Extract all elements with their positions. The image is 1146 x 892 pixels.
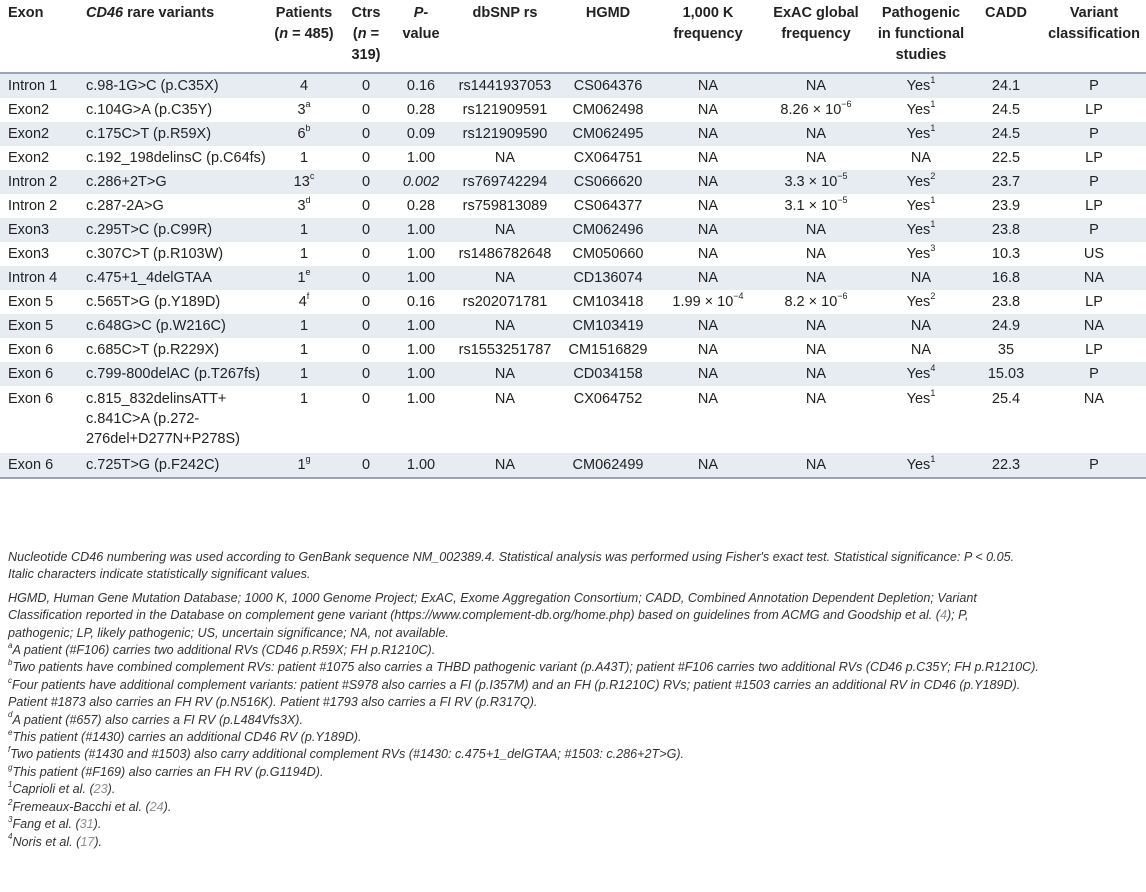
cell-hgmd: CX064752	[573, 391, 643, 407]
cell-ctrs: 0	[361, 246, 371, 262]
cell-exon: Exon 6	[8, 391, 54, 407]
cell-classification: P	[1089, 174, 1099, 190]
citation-link[interactable]: 23	[93, 782, 108, 797]
cell-pvalue: 1.00	[406, 246, 436, 262]
cell-dbsnp: rs1441937053	[458, 78, 552, 94]
table-row	[0, 98, 1146, 122]
cell-pvalue: 0.002	[402, 174, 440, 190]
cell-variant: c.475+1_4delGTAA	[86, 270, 212, 286]
cell-hgmd: CD136074	[573, 270, 643, 286]
cell-1000k: NA	[697, 342, 719, 358]
note-numbering: Nucleotide CD46 numbering was used according to GenBank sequence NM_002389.4. Statistical analysis was performed using Fisher's exact test. Statistical significance: P < 0.05. Italic characters indicate statistically significant values.	[8, 550, 1015, 582]
cell-cadd: 24.5	[991, 102, 1021, 118]
cell-dbsnp: NA	[494, 150, 516, 166]
cell-dbsnp: rs1486782648	[458, 246, 552, 262]
cell-hgmd: CD034158	[573, 366, 643, 382]
cell-exac: $8.2 \times 10^{-6}$	[784, 291, 848, 310]
cell-cadd: 22.5	[991, 150, 1021, 166]
cell-pvalue: 1.00	[406, 391, 436, 407]
cell-dbsnp: rs121909590	[462, 126, 548, 142]
cell-cadd: 23.7	[991, 174, 1021, 190]
cell-cadd: 15.03	[987, 366, 1025, 382]
cell-1000k: NA	[697, 78, 719, 94]
cell-patients: 3$^d$	[297, 195, 311, 214]
citation-link[interactable]: 31	[79, 817, 94, 832]
cell-pathogenic: NA	[910, 342, 932, 358]
table-row	[0, 122, 1146, 146]
table-row	[0, 73, 1146, 98]
cell-cadd: 35	[997, 342, 1015, 358]
cell-dbsnp: rs1553251787	[458, 342, 552, 358]
cell-classification: LP	[1085, 294, 1103, 310]
cell-patients: 4$^f$	[298, 291, 310, 310]
cell-dbsnp: rs202071781	[462, 294, 548, 310]
cell-exac: NA	[805, 150, 827, 166]
cell-pathogenic: Yes$^1$	[906, 99, 936, 118]
cell-ctrs: 0	[361, 198, 371, 214]
header-pvalue: P- value	[402, 5, 440, 42]
cell-pathogenic: Yes$^3$	[906, 243, 936, 262]
cell-1000k: NA	[697, 150, 719, 166]
cell-exac: NA	[805, 391, 827, 407]
header-classification: Variant classification	[1048, 5, 1140, 42]
cell-patients: 4	[299, 78, 309, 94]
cell-1000k: NA	[697, 222, 719, 238]
cell-pathogenic: NA	[910, 150, 932, 166]
cell-pvalue: 0.28	[406, 198, 436, 214]
header-pathogenic: Pathogenic in functional studies	[877, 5, 965, 63]
cell-1000k: NA	[697, 366, 719, 382]
cell-cadd: 22.3	[991, 457, 1021, 473]
reference-4: $^4$Noris et al. (17).	[8, 832, 103, 849]
cell-variant: c.287-2A>G	[86, 198, 164, 214]
cell-exac: NA	[805, 342, 827, 358]
cell-exac: NA	[805, 366, 827, 382]
cell-pvalue: 1.00	[406, 457, 436, 473]
cell-variant: c.685C>T (p.R229X)	[86, 342, 220, 358]
cell-cadd: 24.9	[991, 318, 1021, 334]
cell-classification: LP	[1085, 150, 1103, 166]
cell-variant: c.307C>T (p.R103W)	[86, 246, 224, 262]
header-patients: Patients (n = 485)	[274, 5, 334, 42]
cell-1000k: NA	[697, 391, 719, 407]
cell-exon: Intron 2	[8, 174, 58, 190]
cell-1000k: NA	[697, 318, 719, 334]
cell-patients: 6$^b$	[297, 123, 311, 142]
cell-variant: c.98-1G>C (p.C35X)	[86, 78, 219, 94]
header-exac: ExAC global frequency	[773, 5, 859, 42]
reference-2: $^2$Fremeaux-Bacchi et al. (24).	[8, 797, 172, 814]
cell-classification: NA	[1083, 270, 1105, 286]
cell-exon: Exon 6	[8, 366, 54, 382]
cell-pathogenic: Yes$^1$	[906, 195, 936, 214]
cell-classification: NA	[1083, 391, 1105, 407]
table-row	[0, 266, 1146, 290]
header-dbsnp: dbSNP rs	[472, 5, 538, 21]
cell-exon: Exon2	[8, 102, 50, 118]
cell-ctrs: 0	[361, 294, 371, 310]
cell-classification: P	[1089, 222, 1099, 238]
table-row	[0, 453, 1146, 478]
cell-classification: P	[1089, 78, 1099, 94]
cell-classification: P	[1089, 457, 1099, 473]
cell-pvalue: 1.00	[406, 222, 436, 238]
cell-dbsnp: NA	[494, 318, 516, 334]
cell-cadd: 24.1	[991, 78, 1021, 94]
footnote-c: $^c$Four patients have additional complement variants: patient #S978 also carries a FI (p.I357M) and an FH (p.R1210C) RVs; patient #1503 carries an additional RV in CD46 (p.Y189D). Patient #1873 also carries an FH RV (p.N516K). Patient #1793 also carries a FI RV (p.R317Q).	[8, 675, 1021, 710]
cell-pathogenic: Yes$^1$	[906, 454, 936, 473]
cell-cadd: 23.9	[991, 198, 1021, 214]
cell-hgmd: CM1516829	[568, 342, 648, 358]
cell-1000k: NA	[697, 270, 719, 286]
cell-patients: 1	[299, 222, 309, 238]
cell-dbsnp: rs759813089	[462, 198, 548, 214]
header-ctrs: Ctrs (n = 319)	[351, 5, 381, 63]
cell-patients: 1e	[297, 267, 311, 286]
header-variants: CD46 rare variants	[86, 5, 215, 21]
cell-cadd: 16.8	[991, 270, 1021, 286]
cell-variant: c.104G>A (p.C35Y)	[86, 102, 213, 118]
cell-variant: c.175C>T (p.R59X)	[86, 126, 212, 142]
cell-hgmd: CM062496	[572, 222, 644, 238]
cell-pathogenic: Yes$^1$	[906, 123, 936, 142]
cell-exon: Exon2	[8, 126, 50, 142]
cell-exon: Exon3	[8, 246, 50, 262]
cell-pvalue: 1.00	[406, 150, 436, 166]
cell-ctrs: 0	[361, 78, 371, 94]
citation-link[interactable]: 24	[149, 799, 164, 814]
table-header-row	[0, 0, 1146, 73]
cell-dbsnp: rs769742294	[462, 174, 548, 190]
cell-pvalue: 1.00	[406, 270, 436, 286]
table-body	[0, 73, 1146, 478]
cell-pvalue: 1.00	[406, 366, 436, 382]
cell-patients: 3$^a$	[297, 99, 311, 118]
cell-exac: $8.26 \times 10^{-6}$	[780, 99, 852, 118]
footnote-e: $^e$This patient (#1430) carries an additional CD46 RV (p.Y189D).	[8, 727, 362, 745]
cell-pathogenic: NA	[910, 270, 932, 286]
cell-hgmd: CM103418	[572, 294, 644, 310]
cell-exon: Exon2	[8, 150, 50, 166]
cell-pvalue: 1.00	[406, 342, 436, 358]
cell-exac: NA	[805, 457, 827, 473]
cell-classification: LP	[1085, 342, 1103, 358]
footnote-a: $^a$A patient (#F106) carries two additional RVs (CD46 p.R59X; FH p.R1210C).	[8, 640, 436, 658]
footnote-d: $^d$A patient (#657) also carries a FI RV (p.L484Vfs3X).	[8, 710, 303, 727]
header-cadd: CADD	[985, 5, 1027, 21]
header-hgmd: HGMD	[585, 5, 631, 21]
cell-variant: c.192_198delinsC (p.C64fs)	[86, 150, 266, 166]
cell-pvalue: 0.28	[406, 102, 436, 118]
footnote-b: $^b$Two patients have combined complement RVs: patient #1075 also carries a THBD pathogenic variant (p.A43T); patient #F106 carries two additional RVs (CD46 p.C35Y; FH p.R1210C).	[8, 658, 1039, 675]
table-footnotes	[8, 549, 1140, 851]
cell-ctrs: 0	[361, 391, 371, 407]
footnote-g: $^g$This patient (#F169) also carries an FH RV (p.G1194D).	[8, 762, 324, 779]
cell-exac: NA	[805, 318, 827, 334]
cell-ctrs: 0	[361, 222, 371, 238]
cell-ctrs: 0	[361, 270, 371, 286]
cell-classification: P	[1089, 126, 1099, 142]
cell-hgmd: CS066620	[573, 174, 643, 190]
table-row	[0, 386, 1146, 453]
cell-exon: Exon 5	[8, 318, 54, 334]
cell-1000k: NA	[697, 198, 719, 214]
cell-classification: P	[1089, 366, 1099, 382]
cell-dbsnp: rs121909591	[462, 102, 548, 118]
cell-pvalue: 0.16	[406, 78, 436, 94]
cell-hgmd: CS064376	[573, 78, 643, 94]
cell-pathogenic: Yes$^1$	[906, 388, 936, 407]
cell-exon: Intron 4	[8, 270, 58, 286]
cell-1000k: $1.99 \times 10^{-4}$	[672, 291, 744, 310]
cell-cadd: 23.8	[991, 222, 1021, 238]
cell-exac: NA	[805, 78, 827, 94]
citation-link[interactable]: 17	[80, 834, 95, 849]
cell-variant: c.295T>C (p.C99R)	[86, 222, 213, 238]
cell-exon: Exon3	[8, 222, 50, 238]
cell-hgmd: CM062495	[572, 126, 644, 142]
cell-exac: $3.3 \times 10^{-5}$	[784, 171, 848, 190]
cell-variant: c.565T>G (p.Y189D)	[86, 294, 221, 310]
cell-hgmd: CX064751	[573, 150, 643, 166]
cell-hgmd: CM062498	[572, 102, 644, 118]
cell-cadd: 25.4	[991, 391, 1021, 407]
cell-exac: NA	[805, 246, 827, 262]
cell-variant: c.648G>C (p.W216C)	[86, 318, 226, 334]
cell-classification: LP	[1085, 102, 1103, 118]
table-row	[0, 314, 1146, 338]
cell-patients: 1$^g$	[297, 454, 311, 473]
cell-exac: $3.1 \times 10^{-5}$	[784, 195, 848, 214]
cell-pvalue: 1.00	[406, 318, 436, 334]
cell-1000k: NA	[697, 174, 719, 190]
cell-variant: c.799-800delAC (p.T267fs)	[86, 366, 261, 382]
cell-exon: Intron 1	[8, 78, 58, 94]
cell-classification: US	[1083, 246, 1105, 262]
cell-variant: c.815_832delinsATT+ c.841C>A (p.272- 276del+D277N+P278S)	[86, 391, 240, 447]
cell-classification: LP	[1085, 198, 1103, 214]
cell-patients: 1	[299, 342, 309, 358]
cell-pathogenic: Yes$^1$	[906, 75, 936, 94]
cell-ctrs: 0	[361, 102, 371, 118]
cell-cadd: 23.8	[991, 294, 1021, 310]
cell-1000k: NA	[697, 457, 719, 473]
cell-cadd: 10.3	[991, 246, 1021, 262]
cell-exon: Intron 2	[8, 198, 58, 214]
table-row	[0, 146, 1146, 170]
cell-hgmd: CS064377	[573, 198, 643, 214]
table-row	[0, 218, 1146, 242]
cell-hgmd: CM062499	[572, 457, 644, 473]
cell-pathogenic: Yes$^4$	[906, 363, 936, 382]
cell-1000k: NA	[697, 102, 719, 118]
cell-classification: NA	[1083, 318, 1105, 334]
reference-1: $^1$Caprioli et al. (23).	[8, 780, 116, 797]
header-1000k: 1,000 K frequency	[673, 5, 743, 42]
cell-ctrs: 0	[361, 366, 371, 382]
table-row	[0, 242, 1146, 266]
cell-dbsnp: NA	[494, 222, 516, 238]
cell-pathogenic: Yes$^2$	[906, 171, 936, 190]
cell-hgmd: CM103419	[572, 318, 644, 334]
cell-hgmd: CM050660	[572, 246, 644, 262]
cell-exon: Exon 6	[8, 342, 54, 358]
cell-cadd: 24.5	[991, 126, 1021, 142]
cell-ctrs: 0	[361, 342, 371, 358]
cell-variant: c.286+2T>G	[86, 174, 167, 190]
cell-1000k: NA	[697, 126, 719, 142]
header-exon: Exon	[8, 5, 44, 21]
footnote-f: $^f$Two patients (#1430 and #1503) also carry additional complement RVs (#1430: c.475+1_delGTAA; #1503: c.286+2T>G).	[8, 745, 685, 762]
cell-pathogenic: Yes$^1$	[906, 219, 936, 238]
cell-exon: Exon 5	[8, 294, 54, 310]
cell-pathogenic: NA	[910, 318, 932, 334]
cell-patients: 1	[299, 318, 309, 334]
cell-dbsnp: NA	[494, 270, 516, 286]
cell-patients: 1	[299, 366, 309, 382]
cell-exac: NA	[805, 222, 827, 238]
cell-patients: 1	[299, 391, 309, 407]
table-row	[0, 338, 1146, 362]
cell-exac: NA	[805, 126, 827, 142]
cell-patients: 1	[299, 150, 309, 166]
table-row	[0, 170, 1146, 194]
table-row	[0, 194, 1146, 218]
cell-patients: 1	[299, 246, 309, 262]
cell-dbsnp: NA	[494, 457, 516, 473]
cell-pvalue: 0.09	[406, 126, 436, 142]
citation-link[interactable]: 4	[939, 608, 947, 623]
table-row	[0, 362, 1146, 386]
cell-pathogenic: Yes$^2$	[906, 291, 936, 310]
cell-ctrs: 0	[361, 457, 371, 473]
cell-ctrs: 0	[361, 126, 371, 142]
table-row	[0, 290, 1146, 314]
cell-ctrs: 0	[361, 318, 371, 334]
cell-1000k: NA	[697, 246, 719, 262]
cell-pvalue: 0.16	[406, 294, 436, 310]
cell-exac: NA	[805, 270, 827, 286]
cell-variant: c.725T>G (p.F242C)	[86, 457, 220, 473]
cell-ctrs: 0	[361, 150, 371, 166]
cell-patients: 13$^c$	[293, 171, 315, 190]
cell-dbsnp: NA	[494, 391, 516, 407]
cell-exon: Exon 6	[8, 457, 54, 473]
cell-dbsnp: NA	[494, 366, 516, 382]
cell-ctrs: 0	[361, 174, 371, 190]
reference-3: $^3$Fang et al. (31).	[8, 814, 102, 832]
note-abbreviations: HGMD, Human Gene Mutation Database; 1000 K, 1000 Genome Project; ExAC, Exome Aggregation Consortium; CADD, Combined Annotation Dependent Depletion; Variant Classification reported in the Database on complement gene variant (https://www.complement-db.org/home.php) based on guidelines from ACMG and Goodship et al. (4); P, pathogenic; LP, likely pathogenic; US, uncertain significance; NA, not available.	[8, 590, 977, 640]
